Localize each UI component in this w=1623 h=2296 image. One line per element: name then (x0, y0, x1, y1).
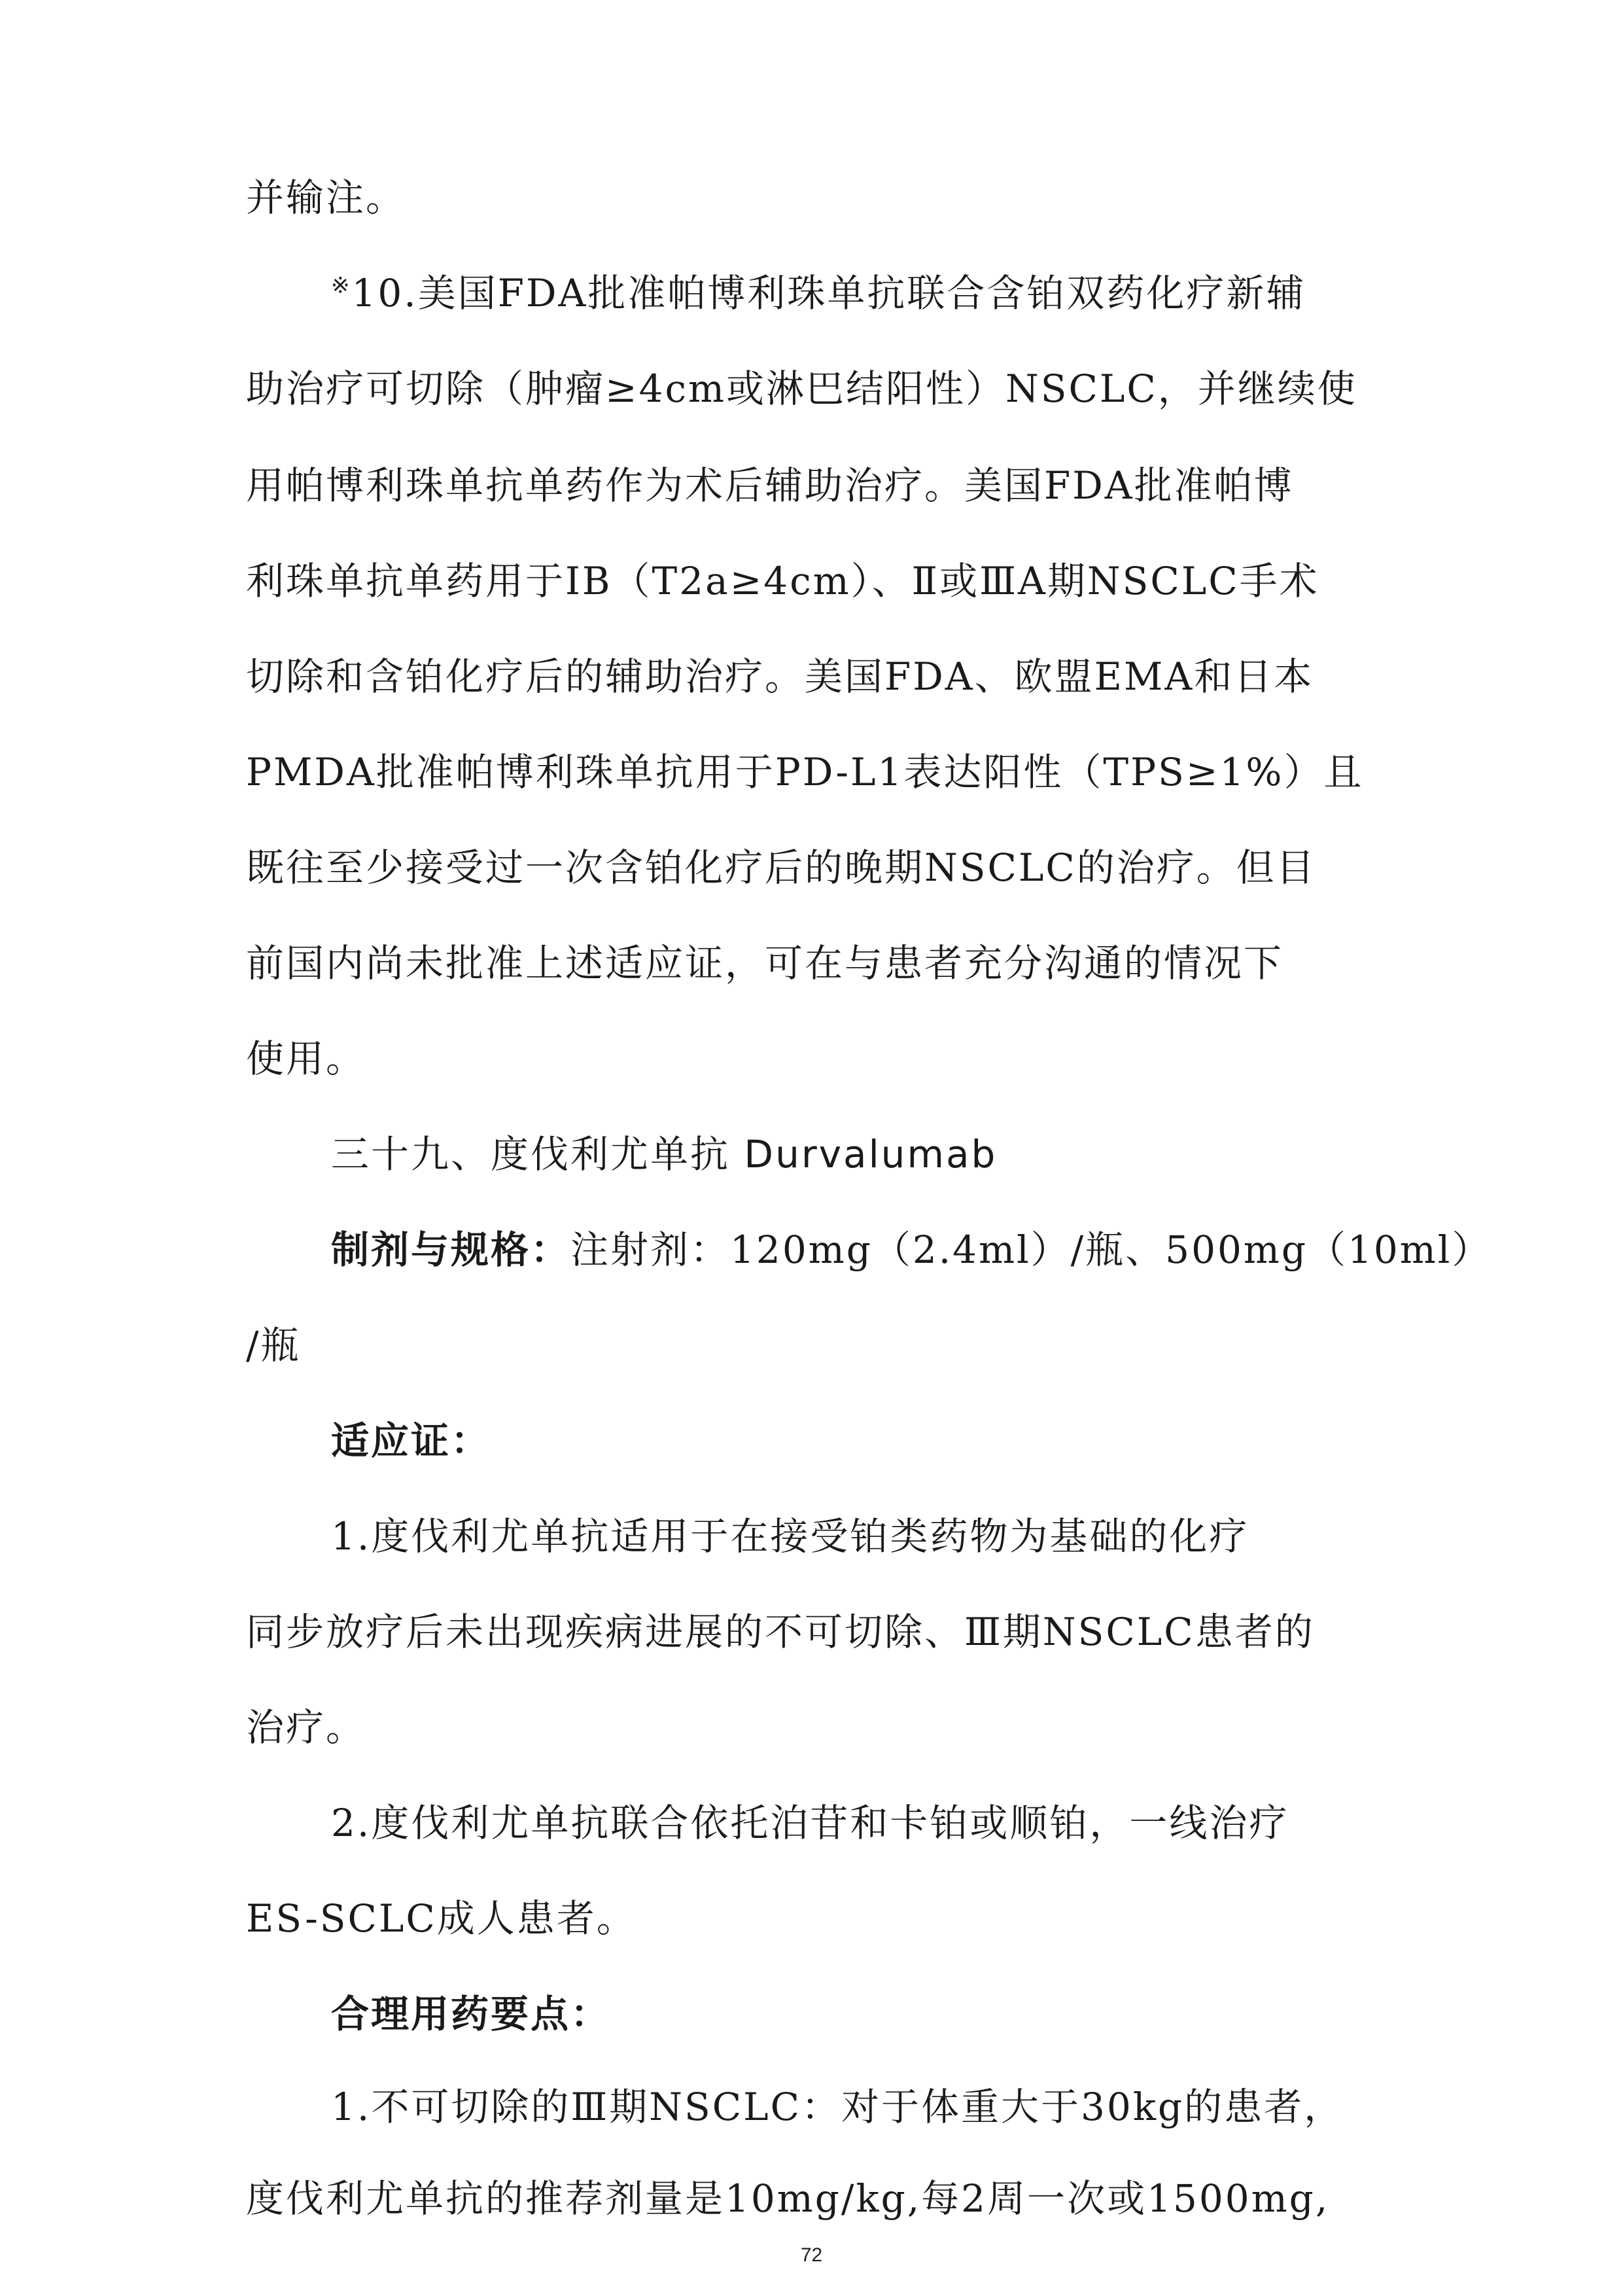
text-line: 并输注。 (246, 175, 406, 220)
rational-use-label: 合理用药要点： (331, 1992, 611, 2036)
formulation-label: 制剂与规格： (331, 1227, 571, 1272)
rational-use-line: 度伐利尤单抗的推荐剂量是10mg/kg,每2周一次或1500mg, (246, 2176, 1330, 2221)
text-line: 利珠单抗单药用于ⅠB（T2a≥4cm）、Ⅱ或ⅢA期NSCLC手术 (246, 559, 1319, 603)
indication-line: 治疗。 (246, 1705, 366, 1750)
indication-line: 同步放疗后未出现疾病进展的不可切除、Ⅲ期NSCLC患者的 (246, 1610, 1315, 1654)
indication-line: ES-SCLC成人患者。 (246, 1896, 637, 1941)
formulation-line (331, 1224, 1492, 1276)
text-line: 既往至少接受过一次含铂化疗后的晚期NSCLC的治疗。但目 (246, 845, 1316, 890)
indication-line: 1.度伐利尤单抗适用于在接受铂类药物为基础的化疗 (331, 1514, 1249, 1559)
formulation-continuation: /瓶 (246, 1323, 301, 1368)
drug-heading: 三十九、度伐利尤单抗 Durvalumab (331, 1132, 998, 1176)
text-line-content: 10.美国FDA批准帕博利珠单抗联合含铂双药化疗新辅 (351, 271, 1306, 315)
page-number: 72 (800, 2244, 823, 2266)
indication-line: 2.度伐利尤单抗联合依托泊苷和卡铂或顺铂，一线治疗 (331, 1801, 1289, 1845)
text-line: 用帕博利珠单抗单药作为术后辅助治疗。美国FDA批准帕博 (246, 463, 1294, 508)
rational-use-line: 1.不可切除的Ⅲ期NSCLC：对于体重大于30kg的患者， (331, 2085, 1344, 2129)
footnote-mark: ※ (331, 272, 352, 299)
formulation-text: 注射剂：120mg（2.4ml）/瓶、500mg（10ml） (570, 1227, 1492, 1272)
text-line: 前国内尚未批准上述适应证，可在与患者充分沟通的情况下 (246, 941, 1284, 985)
indications-label: 适应证： (331, 1419, 491, 1463)
text-line: 使用。 (246, 1036, 366, 1081)
text-line (331, 267, 1382, 319)
text-line: 助治疗可切除（肿瘤≥4cm或淋巴结阳性）NSCLC，并继续使 (246, 366, 1357, 411)
text-line: 切除和含铂化疗后的辅助治疗。美国FDA、欧盟EMA和日本 (246, 654, 1314, 699)
text-line: PMDA批准帕博利珠单抗用于PD-L1表达阳性（TPS≥1%）且 (246, 750, 1364, 794)
